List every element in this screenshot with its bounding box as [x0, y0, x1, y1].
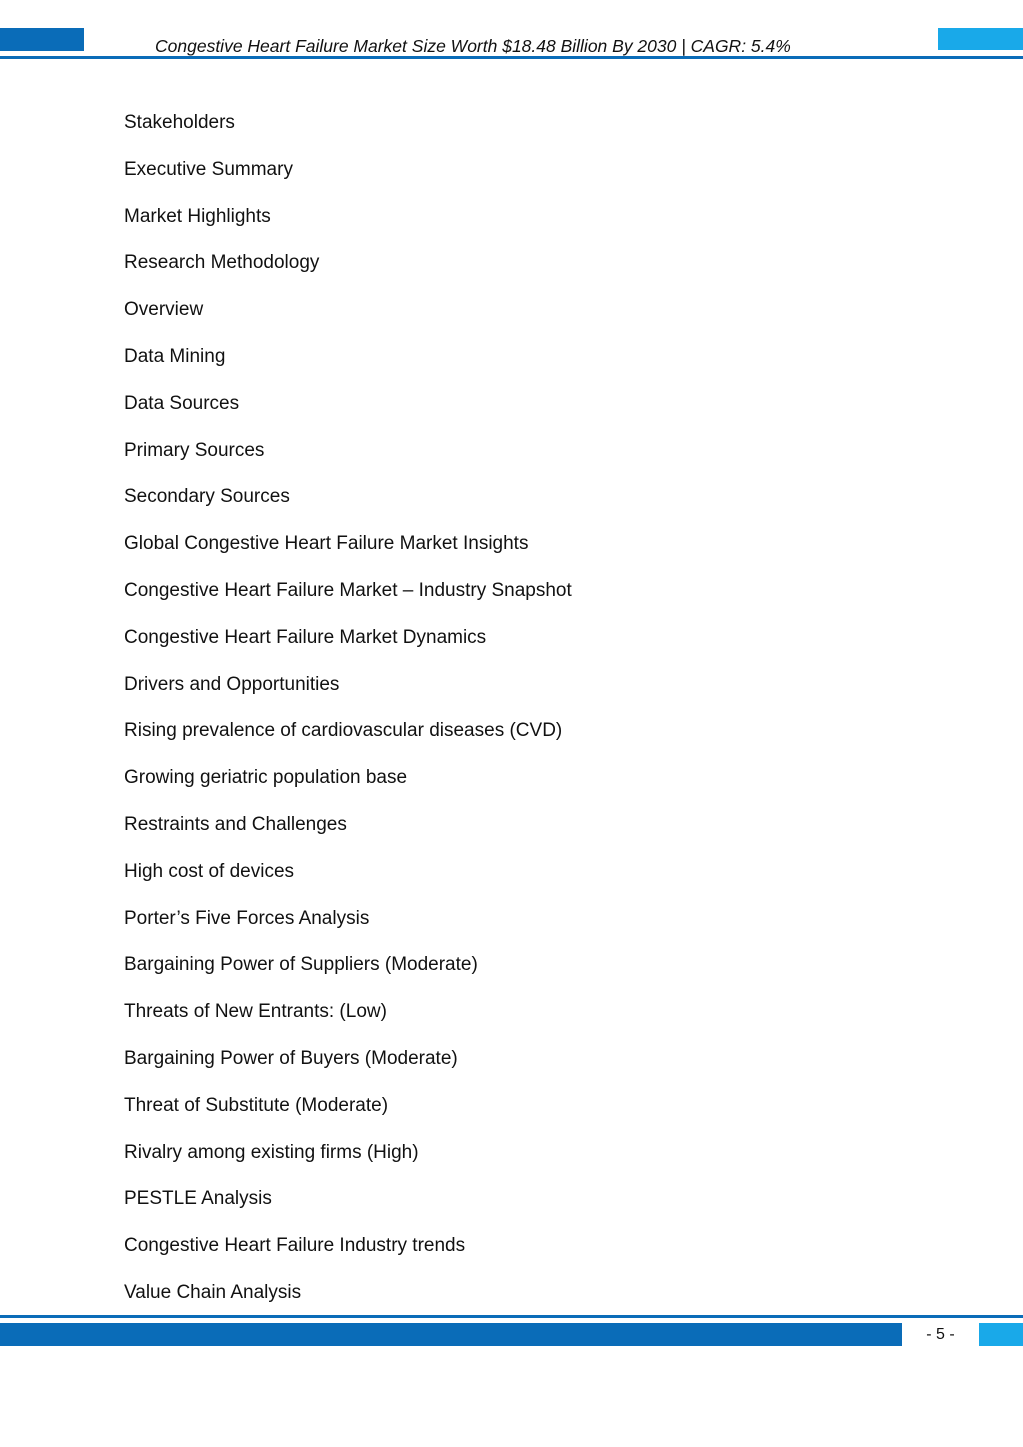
toc-item: Rising prevalence of cardiovascular diseases (CVD) [124, 720, 563, 742]
toc-item: Threat of Substitute (Moderate) [124, 1094, 389, 1116]
table-of-contents [124, 112, 572, 1329]
toc-item: Market Highlights [124, 205, 271, 227]
header-rule [0, 56, 1023, 59]
toc-item: Congestive Heart Failure Market – Industry Snapshot [124, 579, 572, 601]
header-accent-block-right [938, 28, 1023, 50]
toc-item: Congestive Heart Failure Industry trends [124, 1235, 466, 1257]
toc-item: High cost of devices [124, 860, 295, 882]
toc-item: Primary Sources [124, 439, 265, 461]
footer-bar [0, 1323, 902, 1346]
toc-item: Congestive Heart Failure Market Dynamics [124, 626, 487, 648]
toc-item: Growing geriatric population base [124, 767, 408, 789]
toc-item: Data Sources [124, 392, 240, 414]
toc-item: PESTLE Analysis [124, 1188, 272, 1210]
toc-item: Secondary Sources [124, 486, 290, 508]
toc-item: Global Congestive Heart Failure Market Insights [124, 533, 529, 555]
toc-item: Research Methodology [124, 252, 320, 274]
toc-item: Stakeholders [124, 112, 235, 133]
toc-item: Value Chain Analysis [124, 1281, 302, 1303]
toc-item: Porter’s Five Forces Analysis [124, 907, 370, 929]
toc-item: Rivalry among existing firms (High) [124, 1141, 419, 1163]
footer-accent-block-right [979, 1323, 1023, 1346]
toc-item: Bargaining Power of Buyers (Moderate) [124, 1047, 458, 1069]
toc-item: Restraints and Challenges [124, 813, 347, 835]
header-title: Congestive Heart Failure Market Size Worth $18.48 Billion By 2030 | CAGR: 5.4% [155, 36, 791, 56]
footer-rule [0, 1315, 1023, 1318]
toc-item: Threats of New Entrants: (Low) [124, 1001, 387, 1023]
page-number: - 5 - [926, 1326, 955, 1343]
toc-item: Drivers and Opportunities [124, 673, 340, 695]
toc-item: Data Mining [124, 345, 226, 367]
toc-item: Executive Summary [124, 158, 293, 180]
header-accent-block-left [0, 28, 84, 51]
toc-item: Bargaining Power of Suppliers (Moderate) [124, 954, 478, 976]
toc-item: Overview [124, 299, 204, 321]
